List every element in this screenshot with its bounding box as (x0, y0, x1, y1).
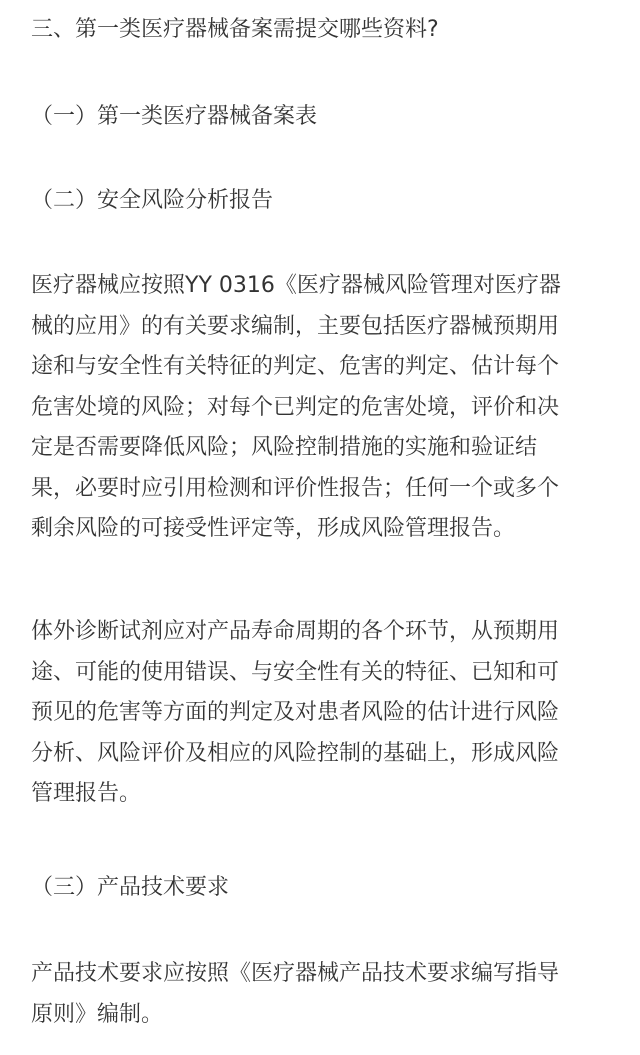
paragraph-line: 管理报告。 (31, 781, 142, 806)
paragraph-device-risk-management (31, 266, 615, 550)
paragraph-ivd-risk-analysis (31, 612, 615, 815)
paragraph-line: 预见的危害等方面的判定及对患者风险的估计进行风险 (31, 700, 560, 725)
paragraph-line: 剩余风险的可接受性评定等，形成风险管理报告。 (31, 516, 516, 541)
paragraph-line: 分析、风险评价及相应的风险控制的基础上，形成风险 (31, 740, 560, 766)
paragraph-line: 危害处境的风险；对每个已判定的危害处境，评价和决 (31, 394, 560, 420)
paragraph-line: 途、可能的使用错误、与安全性有关的特征、已知和可 (31, 659, 560, 685)
section-heading: 三、第一类医疗器械备案需提交哪些资料? (31, 17, 439, 42)
paragraph-line: 医疗器械应按照YY 0316《医疗器械风险管理对医疗器 (31, 273, 561, 298)
paragraph-line: 定是否需要降低风险；风险控制措施的实施和验证结 (31, 435, 538, 460)
paragraph-line: 果，必要时应引用检测和评价性报告；任何一个或多个 (31, 475, 560, 501)
paragraph-line: 产品技术要求应按照《医疗器械产品技术要求编写指导 (31, 961, 560, 986)
paragraph-line: 体外诊断试剂应对产品寿命周期的各个环节，从预期用 (31, 619, 560, 644)
paragraph-line: 械的应用》的有关要求编制，主要包括医疗器械预期用 (31, 313, 560, 339)
subsection-title-filing-form: （一）第一类医疗器械备案表 (31, 104, 318, 129)
subsection-title-tech-requirements: （三）产品技术要求 (31, 875, 230, 900)
subsection-title-risk-analysis: （二）安全风险分析报告 (31, 188, 274, 213)
paragraph-tech-requirements (31, 954, 615, 1035)
paragraph-line: 原则》编制。 (31, 1001, 164, 1027)
paragraph-line: 途和与安全性有关特征的判定、危害的判定、估计每个 (31, 354, 560, 379)
